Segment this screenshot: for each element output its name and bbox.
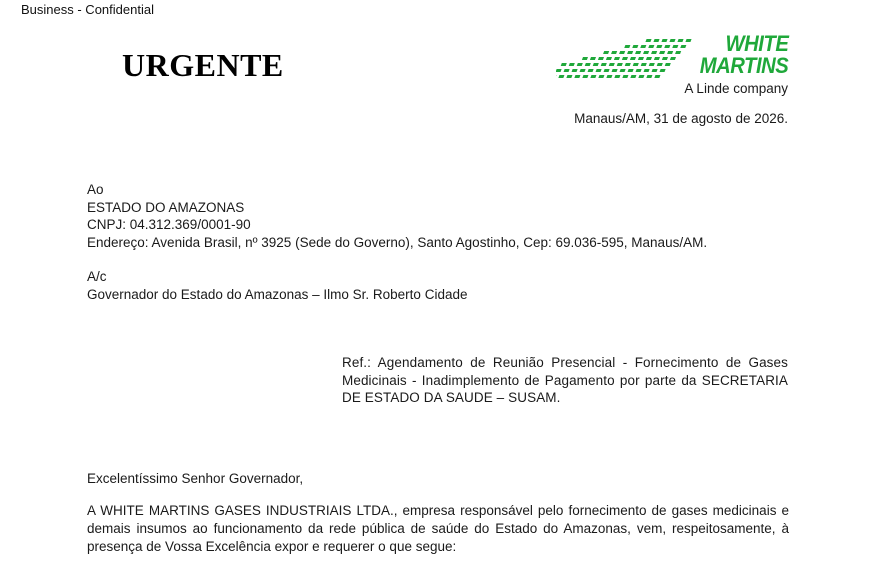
reference-text: : Agendamento de Reunião Presencial - Fornecimento de Gases Medicinais - Inadimplemento de Pagamento por parte da xyxy=(342,355,788,388)
recipient-name: ESTADO DO AMAZONAS xyxy=(87,199,245,215)
urgent-heading: URGENTE xyxy=(122,47,284,83)
logo-dot-pattern-icon xyxy=(556,35,696,81)
attention-label: A/c xyxy=(87,269,107,284)
reference-paragraph xyxy=(342,354,788,407)
attention-person: Governador do Estado do Amazonas – Ilmo Sr. Roberto Cidade xyxy=(87,286,468,302)
classification-label: Business - Confidential xyxy=(21,2,154,17)
reference-entity: SECRETARIA DE ESTADO DA SAUDE – SUSAM xyxy=(342,372,788,405)
reference-label: Ref. xyxy=(342,355,368,370)
reference-end: . xyxy=(556,390,561,405)
body-prefix: A xyxy=(87,503,101,518)
recipient-address: Endereço: Avenida Brasil, nº 3925 (Sede do Governo), Santo Agostinho, Cep: 69.036-595, Manaus/AM. xyxy=(87,234,708,250)
logo-word-martins: MARTINS xyxy=(699,53,788,78)
greeting: Excelentíssimo Senhor Governador, xyxy=(87,471,304,486)
recipient-block xyxy=(87,181,707,251)
recipient-to: Ao xyxy=(87,182,104,197)
attention-block xyxy=(87,268,467,303)
company-logo xyxy=(556,33,792,103)
recipient-cnpj: CNPJ: 04.312.369/0001-90 xyxy=(87,217,251,232)
body-paragraph xyxy=(87,502,789,556)
logo-tagline: A Linde company xyxy=(684,81,788,96)
logo-word-white: WHITE xyxy=(725,31,788,56)
body-text: , empresa responsável pelo fornecimento de gases medicinais e demais insumos ao funcionamento da rede pública de saúde do Estado do Amazonas, vem, respeitosamente, à presença de Vossa Excelência expor e requerer o que segue: xyxy=(87,503,789,554)
place-and-date: Manaus/AM, 31 de agosto de 2026. xyxy=(574,111,788,126)
body-company-name: WHITE MARTINS GASES INDUSTRIAIS LTDA. xyxy=(100,503,394,518)
